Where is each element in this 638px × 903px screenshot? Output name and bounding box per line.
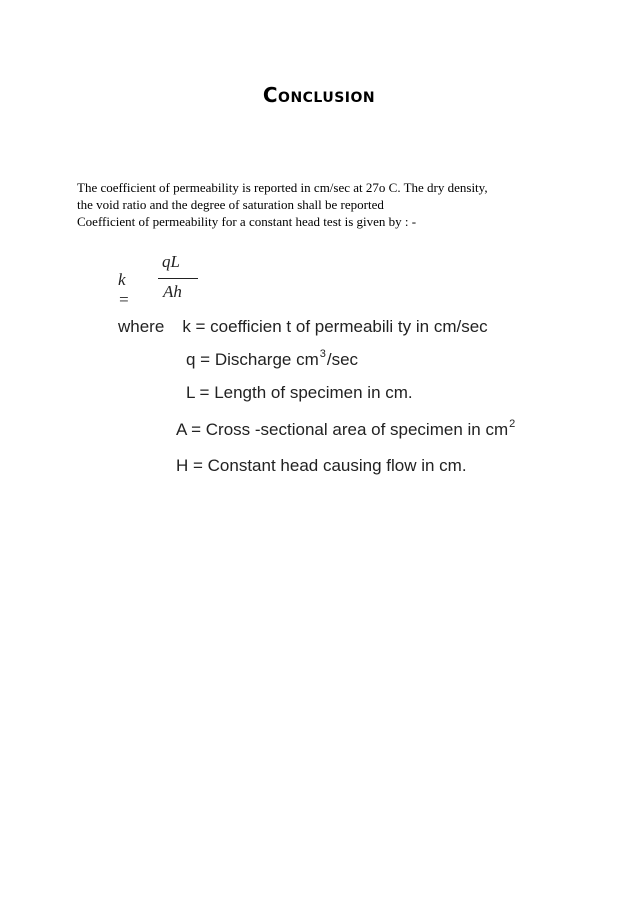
q-unit-suffix: /sec xyxy=(326,350,359,369)
definition-H xyxy=(176,456,467,476)
paragraph-line: the void ratio and the degree of saturation shall be reported xyxy=(77,197,384,212)
section-heading: Conclusion xyxy=(262,83,376,107)
definition-q xyxy=(186,350,358,370)
conclusion-paragraph xyxy=(77,179,577,230)
q-definition: q = Discharge cm xyxy=(186,350,319,369)
k-definition: k = coefficien t of permeabili ty in cm/sec xyxy=(182,317,488,336)
paragraph-line: The coefficient of permeability is reported in cm/sec at 27o C. The dry density, xyxy=(77,180,488,195)
fraction-bar xyxy=(158,278,198,279)
permeability-formula xyxy=(106,244,586,484)
where-label: where xyxy=(118,317,165,336)
formula-lhs: k = xyxy=(118,270,130,309)
L-definition: L = Length of specimen in cm. xyxy=(186,383,413,402)
A-definition: A = Cross -sectional area of specimen in cm xyxy=(176,420,509,439)
A-exponent: 2 xyxy=(509,418,516,430)
H-definition: H = Constant head causing flow in cm. xyxy=(176,456,467,475)
formula-denominator: Ah xyxy=(163,282,182,301)
formula-numerator: qL xyxy=(162,252,180,271)
q-exponent: 3 xyxy=(319,348,326,360)
definition-A xyxy=(176,420,516,440)
definition-L xyxy=(186,383,413,403)
definition-k xyxy=(118,317,488,337)
paragraph-line: Coefficient of permeability for a constant head test is given by : - xyxy=(77,214,417,229)
